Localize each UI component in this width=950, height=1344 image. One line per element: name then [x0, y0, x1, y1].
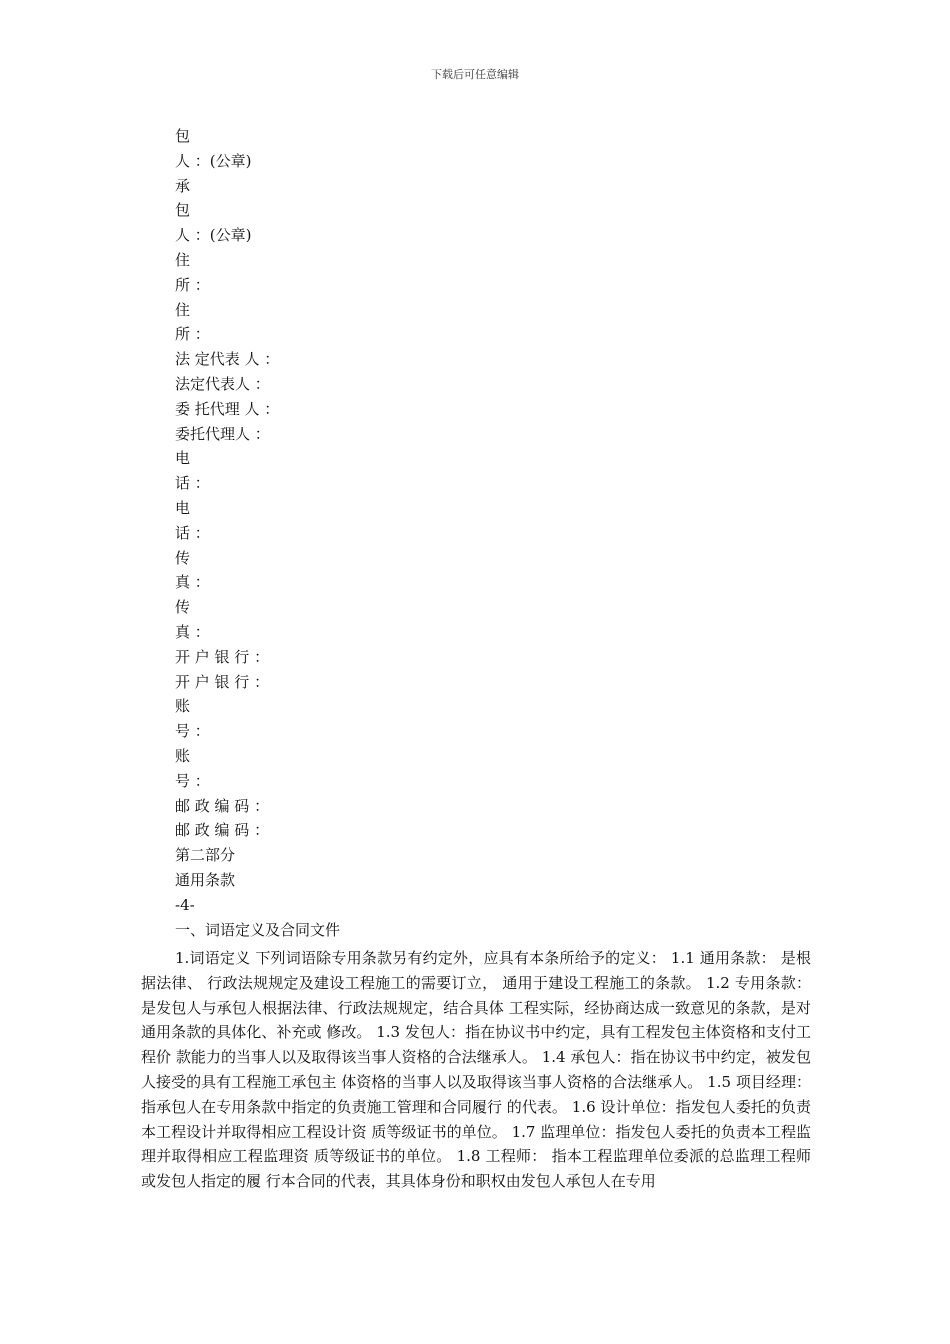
text-line: 传 [175, 598, 191, 617]
section-title: 第二部分 [175, 846, 236, 865]
text-line: 住 [175, 300, 191, 319]
page-header: 下载后可任意编辑 [431, 68, 519, 81]
page-number: -4- [175, 895, 195, 914]
text-line: 邮 政 编 码 ： [175, 821, 270, 840]
party-info-lines [175, 124, 340, 942]
text-line: 邮 政 编 码 ： [175, 796, 270, 815]
text-line: 话 ： [175, 523, 210, 542]
section-title: 通用条款 [175, 870, 236, 889]
text-line: 住 [175, 250, 191, 269]
text-line: 所 ： [175, 275, 210, 294]
text-line: 号 ： [175, 771, 210, 790]
text-line: 开 户 银 行 ： [175, 672, 270, 691]
text-line: 账 [175, 746, 191, 765]
text-line: 所 ： [175, 325, 210, 344]
text-line: 法 定代表 人 ： [175, 350, 280, 369]
text-line: 电 [175, 498, 191, 517]
chapter-heading: 一、词语定义及合同文件 [175, 920, 341, 939]
text-line: 包 [175, 201, 191, 220]
text-line: 话 ： [175, 474, 210, 493]
text-line: 号 ： [175, 722, 210, 741]
text-line: 承 [175, 176, 191, 195]
text-line: 传 [175, 548, 191, 567]
text-line: 人 ：(公章) [175, 226, 252, 245]
text-line: 包 [175, 127, 191, 145]
text-line: 电 [175, 449, 191, 468]
text-line: 开 户 银 行 ： [175, 647, 270, 666]
text-line: 真 ： [175, 622, 210, 641]
text-line: 真 ： [175, 573, 210, 592]
definitions-paragraph: 1.词语定义 下列词语除专用条款另有约定外，应具有本条所给予的定义： 1.1 通用条款： 是根据法律、 行政法规规定及建设工程施工的需要订立， 通用于建设工程施工的条款。 1.2 专用条款：是发包人与承包人根据法律、行政法规规定，结合具体 工程实际，经协商达成一致意见的条款，是对通用条款的具体化、补充或 修改。 1.3 发包人：指在协议书中约定，具有工程发包主体资格和支付工程价 款能力的当事人以及取得该当事人资格的合法继承人。 1.4 承包人：指在协议书中约定，被发包人接受的具有工程施工承包主 体资格的当事人以及取得该当事人资格的合法继承人。 1.5 项目经理：指承包人在专用条款中指定的负责施工管理和合同履行 的代表。 1.6 设计单位：指发包人委托的负责本工程设计并取得相应工程设计资 质等级证书的单位。 1.7 监理单位：指发包人委托的负责本工程监理并取得相应工程监理资 质等级证书的单位。 1.8 工程师： 指本工程监理单位委派的总监理工程师或发包人指定的履 行本合同的代表，其具体身份和职权由发包人承包人在专用 [141, 949, 811, 1191]
text-line: 法定代表人 ： [175, 374, 270, 393]
text-line: 委 托代理 人 ： [175, 399, 280, 418]
text-line: 账 [175, 697, 191, 716]
text-line: 人 ：(公章) [175, 151, 252, 170]
text-line: 委托代理人 ： [175, 424, 270, 443]
